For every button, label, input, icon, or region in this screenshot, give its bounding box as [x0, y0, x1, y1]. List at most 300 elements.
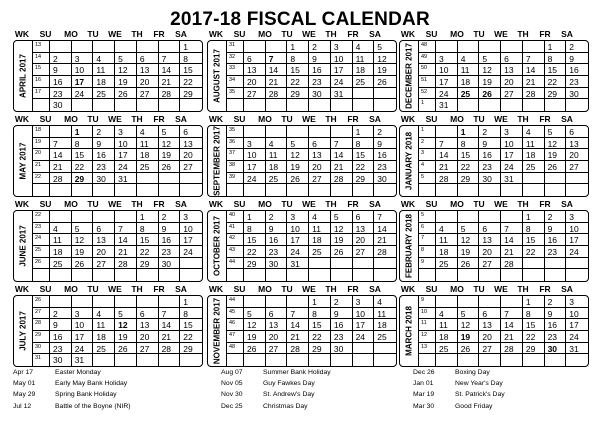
day-cell: 29 — [180, 88, 202, 100]
day-cell — [137, 269, 159, 281]
month-name: MARCH 2018 — [404, 306, 414, 356]
day-cell: 22 — [180, 76, 202, 88]
month-label — [400, 41, 419, 111]
holiday-name: Early May Bank Holiday — [55, 380, 128, 388]
day-cell — [436, 211, 458, 223]
holiday-date: May 29 — [13, 391, 36, 399]
day-cell: 2 — [479, 126, 501, 138]
month-grid — [207, 210, 397, 282]
week-number: 1 — [419, 99, 436, 111]
day-cell: 28 — [50, 173, 72, 185]
day-cell: 19 — [458, 331, 480, 343]
week-number: 11 — [419, 319, 436, 331]
day-cell — [115, 99, 137, 111]
header-label: WE — [108, 284, 122, 294]
month-grid — [13, 40, 203, 112]
day-cell: 12 — [479, 64, 501, 76]
day-cell — [309, 184, 331, 196]
day-cell: 20 — [266, 331, 288, 343]
day-cell: 11 — [374, 308, 396, 320]
header-label: FR — [347, 199, 359, 209]
day-cell — [545, 354, 567, 366]
day-cell: 23 — [479, 161, 501, 173]
week-number: 51 — [419, 76, 436, 88]
day-cell — [523, 99, 545, 111]
header-label: TH — [131, 29, 143, 39]
day-cell: 6 — [353, 211, 375, 223]
holiday-date: Apr 17 — [13, 369, 34, 376]
day-cell: 10 — [353, 308, 375, 320]
day-cell: 19 — [115, 331, 137, 343]
day-cell: 18 — [436, 331, 458, 343]
day-cell: 9 — [159, 223, 181, 235]
day-cell: 18 — [523, 149, 545, 161]
day-cell — [501, 296, 523, 308]
day-cell — [331, 269, 353, 281]
month-grid — [399, 210, 589, 282]
day-cell — [523, 41, 545, 53]
header-label: TU — [473, 29, 485, 39]
day-cell: 30 — [545, 343, 567, 355]
day-cell: 5 — [331, 211, 353, 223]
day-cell: 16 — [93, 149, 115, 161]
day-cell: 17 — [353, 319, 375, 331]
day-cell — [287, 126, 309, 138]
month-label — [208, 126, 227, 196]
month-label — [208, 296, 227, 366]
day-cell: 23 — [545, 331, 567, 343]
header-label: MO — [450, 284, 464, 294]
day-cell — [93, 296, 115, 308]
header-label: WE — [302, 284, 316, 294]
day-cell — [479, 354, 501, 366]
week-number: 28 — [33, 319, 50, 331]
day-cell — [331, 184, 353, 196]
day-cell: 2 — [374, 126, 396, 138]
day-cell: 12 — [72, 234, 94, 246]
day-cell — [180, 258, 202, 270]
day-cell: 21 — [374, 234, 396, 246]
day-cell: 5 — [159, 126, 181, 138]
day-cell: 9 — [309, 53, 331, 65]
holiday-date: Nov 30 — [221, 391, 243, 399]
header-label: TU — [281, 284, 293, 294]
month-label — [14, 41, 33, 111]
day-cell: 27 — [137, 88, 159, 100]
holiday-name: Summer Bank Holiday — [263, 369, 331, 376]
header-label: WE — [108, 199, 122, 209]
header-label: TU — [87, 199, 99, 209]
header-label: SA — [175, 284, 187, 294]
day-cell: 23 — [50, 343, 72, 355]
day-cell: 7 — [523, 53, 545, 65]
day-cell — [353, 354, 375, 366]
header-label: SU — [233, 284, 246, 294]
day-cell: 25 — [50, 258, 72, 270]
month-name: NOVEMBER 2017 — [212, 297, 222, 365]
day-cell: 15 — [180, 64, 202, 76]
day-cell: 2 — [545, 211, 567, 223]
day-cell: 24 — [180, 246, 202, 258]
header-label: WE — [494, 114, 508, 124]
day-cell — [566, 184, 588, 196]
day-cell — [501, 41, 523, 53]
day-cell: 22 — [72, 161, 94, 173]
day-cell: 17 — [72, 331, 94, 343]
week-number: 7 — [419, 234, 436, 246]
day-cell — [115, 41, 137, 53]
day-cell — [50, 184, 72, 196]
day-cell — [374, 99, 396, 111]
day-cell: 27 — [309, 173, 331, 185]
holiday-column — [413, 369, 505, 414]
day-cell: 20 — [180, 149, 202, 161]
day-cell: 26 — [458, 343, 480, 355]
day-cell: 12 — [545, 138, 567, 150]
holiday-row — [221, 369, 331, 380]
day-cell: 8 — [72, 138, 94, 150]
day-cell — [523, 184, 545, 196]
day-cell: 5 — [72, 223, 94, 235]
day-cell — [115, 184, 137, 196]
day-cell — [566, 354, 588, 366]
week-number: 12 — [419, 331, 436, 343]
day-cell — [309, 269, 331, 281]
day-cell: 20 — [566, 149, 588, 161]
day-cell — [266, 41, 288, 53]
day-cell — [266, 296, 288, 308]
day-cell: 19 — [458, 246, 480, 258]
day-cell — [479, 296, 501, 308]
header-label: TU — [473, 114, 485, 124]
day-cell: 26 — [374, 76, 396, 88]
day-cell: 20 — [244, 76, 266, 88]
day-cell: 14 — [159, 64, 181, 76]
day-cell: 7 — [501, 223, 523, 235]
day-cell: 1 — [523, 211, 545, 223]
day-cell: 7 — [436, 138, 458, 150]
day-cell: 4 — [353, 41, 375, 53]
day-cell: 24 — [72, 343, 94, 355]
day-cell — [287, 99, 309, 111]
week-number: 44 — [227, 296, 244, 308]
month-label — [14, 211, 33, 281]
day-cell: 6 — [244, 53, 266, 65]
day-cell: 13 — [137, 319, 159, 331]
day-cell: 3 — [331, 41, 353, 53]
day-cell: 13 — [93, 234, 115, 246]
day-cell: 26 — [287, 173, 309, 185]
day-cell: 28 — [115, 258, 137, 270]
day-cell: 6 — [309, 138, 331, 150]
week-number: 34 — [227, 76, 244, 88]
day-cell: 21 — [287, 331, 309, 343]
day-cell: 18 — [93, 331, 115, 343]
header-label: MO — [450, 29, 464, 39]
day-cell — [353, 269, 375, 281]
day-cell: 3 — [501, 126, 523, 138]
day-cell — [436, 41, 458, 53]
holiday-date: Mar 30 — [413, 402, 435, 410]
day-cell: 14 — [50, 149, 72, 161]
day-cell: 15 — [353, 149, 375, 161]
day-cell — [501, 354, 523, 366]
day-cell: 12 — [115, 64, 137, 76]
day-cell — [566, 258, 588, 270]
day-cell: 1 — [458, 126, 480, 138]
day-cell: 30 — [266, 258, 288, 270]
day-cell: 7 — [159, 53, 181, 65]
day-cell — [523, 354, 545, 366]
weekday-header — [13, 199, 192, 210]
header-label: SA — [369, 199, 381, 209]
day-cell: 21 — [266, 76, 288, 88]
week-number: 50 — [419, 64, 436, 76]
day-cell — [137, 99, 159, 111]
week-number: 47 — [227, 331, 244, 343]
holiday-row — [13, 391, 131, 402]
day-cell: 26 — [244, 343, 266, 355]
day-cell: 2 — [266, 211, 288, 223]
day-cell — [479, 99, 501, 111]
day-cell — [331, 354, 353, 366]
day-cell: 10 — [72, 319, 94, 331]
day-cell — [479, 269, 501, 281]
day-cell — [244, 296, 266, 308]
day-cell: 10 — [115, 138, 137, 150]
day-cell — [287, 354, 309, 366]
day-cell: 4 — [266, 138, 288, 150]
holiday-name: Easter Monday — [55, 369, 101, 376]
day-cell — [159, 184, 181, 196]
day-cell — [244, 41, 266, 53]
day-cell: 25 — [93, 343, 115, 355]
day-cell: 23 — [331, 331, 353, 343]
day-cell: 18 — [266, 161, 288, 173]
day-cell: 22 — [180, 331, 202, 343]
header-label: MO — [450, 199, 464, 209]
day-cell: 2 — [566, 41, 588, 53]
header-label: WK — [14, 199, 30, 209]
day-cell: 6 — [137, 308, 159, 320]
day-cell — [479, 211, 501, 223]
day-cell — [545, 184, 567, 196]
day-cell: 22 — [137, 246, 159, 258]
week-number: 23 — [33, 223, 50, 235]
day-cell: 13 — [309, 149, 331, 161]
weekday-header — [207, 284, 386, 295]
holiday-date: Jul 12 — [13, 402, 32, 410]
day-cell — [266, 269, 288, 281]
day-cell: 27 — [266, 343, 288, 355]
day-cell: 3 — [436, 53, 458, 65]
week-number: 21 — [33, 161, 50, 173]
header-label: SA — [561, 114, 573, 124]
day-cell: 30 — [159, 258, 181, 270]
day-cell — [93, 354, 115, 366]
day-cell: 8 — [523, 223, 545, 235]
header-label: WK — [400, 284, 416, 294]
day-cell: 26 — [115, 88, 137, 100]
week-number: 22 — [33, 173, 50, 185]
day-cell: 10 — [180, 223, 202, 235]
header-label: TH — [131, 284, 143, 294]
day-cell: 11 — [353, 53, 375, 65]
header-label: TU — [87, 29, 99, 39]
day-cell: 20 — [479, 331, 501, 343]
day-cell — [458, 99, 480, 111]
day-cell — [523, 269, 545, 281]
month-label — [400, 296, 419, 366]
day-cell: 13 — [479, 234, 501, 246]
week-number: 31 — [33, 354, 50, 366]
header-label: WE — [302, 114, 316, 124]
day-cell — [309, 354, 331, 366]
holiday-row — [413, 403, 505, 414]
day-cell: 23 — [50, 88, 72, 100]
day-cell: 12 — [458, 234, 480, 246]
day-cell — [287, 296, 309, 308]
day-cell: 19 — [479, 76, 501, 88]
day-cell: 8 — [137, 223, 159, 235]
month-grid — [13, 210, 203, 282]
header-label: MO — [64, 284, 78, 294]
day-cell: 28 — [374, 246, 396, 258]
weekday-header — [399, 199, 578, 210]
day-cell: 28 — [266, 88, 288, 100]
holiday-row — [13, 380, 131, 391]
day-cell: 18 — [309, 234, 331, 246]
header-label: TU — [87, 114, 99, 124]
day-cell — [523, 173, 545, 185]
day-cell: 18 — [374, 319, 396, 331]
day-cell — [266, 126, 288, 138]
day-cell: 24 — [244, 173, 266, 185]
day-cell — [458, 296, 480, 308]
day-cell: 27 — [180, 161, 202, 173]
day-cell: 6 — [479, 308, 501, 320]
day-cell: 6 — [93, 223, 115, 235]
header-label: SU — [233, 199, 246, 209]
day-cell — [93, 99, 115, 111]
day-cell — [244, 126, 266, 138]
day-cell: 29 — [180, 343, 202, 355]
day-cell: 1 — [287, 41, 309, 53]
day-cell: 21 — [331, 161, 353, 173]
month-label — [208, 41, 227, 111]
day-cell: 30 — [566, 88, 588, 100]
day-cell — [458, 184, 480, 196]
week-number: 5 — [419, 173, 436, 185]
month-label — [400, 211, 419, 281]
day-cell: 14 — [266, 64, 288, 76]
header-label: SU — [425, 284, 438, 294]
day-cell: 25 — [137, 161, 159, 173]
holiday-name: Boxing Day — [455, 369, 490, 376]
week-number: 26 — [33, 258, 50, 270]
day-cell: 1 — [180, 296, 202, 308]
week-number: 36 — [227, 138, 244, 150]
day-cell: 13 — [353, 223, 375, 235]
day-cell — [137, 184, 159, 196]
day-cell — [244, 269, 266, 281]
day-cell — [115, 354, 137, 366]
day-cell: 10 — [566, 223, 588, 235]
day-cell: 17 — [180, 234, 202, 246]
holiday-column — [221, 369, 331, 414]
day-cell: 13 — [266, 319, 288, 331]
month-name: SEPTEMBER 2017 — [212, 126, 222, 196]
header-label: SA — [175, 199, 187, 209]
day-cell: 14 — [436, 149, 458, 161]
day-cell: 12 — [458, 319, 480, 331]
day-cell: 15 — [180, 319, 202, 331]
day-cell: 24 — [566, 331, 588, 343]
day-cell: 24 — [436, 88, 458, 100]
day-cell — [93, 269, 115, 281]
week-number: 3 — [419, 149, 436, 161]
day-cell: 26 — [458, 258, 480, 270]
week-number: 45 — [227, 308, 244, 320]
day-cell: 7 — [331, 138, 353, 150]
day-cell: 4 — [93, 308, 115, 320]
day-cell: 25 — [309, 246, 331, 258]
week-number: 52 — [419, 88, 436, 100]
day-cell: 7 — [374, 211, 396, 223]
day-cell: 18 — [93, 76, 115, 88]
header-label: WE — [494, 284, 508, 294]
day-cell: 11 — [458, 64, 480, 76]
day-cell: 16 — [331, 319, 353, 331]
day-cell: 14 — [115, 234, 137, 246]
day-cell: 17 — [566, 234, 588, 246]
day-cell — [374, 354, 396, 366]
week-number: 16 — [33, 76, 50, 88]
day-cell: 4 — [50, 223, 72, 235]
day-cell: 26 — [545, 161, 567, 173]
day-cell — [545, 258, 567, 270]
month-name: OCTOBER 2017 — [212, 216, 222, 276]
header-label: MO — [64, 29, 78, 39]
holiday-name: St. Patrick's Day — [455, 391, 505, 399]
day-cell: 22 — [523, 246, 545, 258]
day-cell: 2 — [545, 296, 567, 308]
holiday-row — [413, 380, 505, 391]
week-number: 30 — [33, 343, 50, 355]
day-cell: 25 — [374, 331, 396, 343]
day-cell: 28 — [159, 88, 181, 100]
day-cell: 20 — [93, 246, 115, 258]
day-cell: 28 — [523, 88, 545, 100]
day-cell: 30 — [50, 99, 72, 111]
week-number — [33, 269, 50, 281]
week-number: 32 — [227, 53, 244, 65]
day-cell: 29 — [353, 173, 375, 185]
header-label: WE — [108, 29, 122, 39]
day-cell: 4 — [93, 53, 115, 65]
header-label: TH — [517, 29, 529, 39]
day-cell — [244, 354, 266, 366]
day-cell: 27 — [501, 88, 523, 100]
month-name: AUGUST 2017 — [212, 49, 222, 103]
day-cell — [72, 296, 94, 308]
day-cell: 27 — [479, 258, 501, 270]
header-label: WE — [494, 199, 508, 209]
day-cell: 19 — [159, 149, 181, 161]
header-label: FR — [539, 29, 551, 39]
week-number — [33, 99, 50, 111]
weekday-header — [13, 29, 192, 40]
